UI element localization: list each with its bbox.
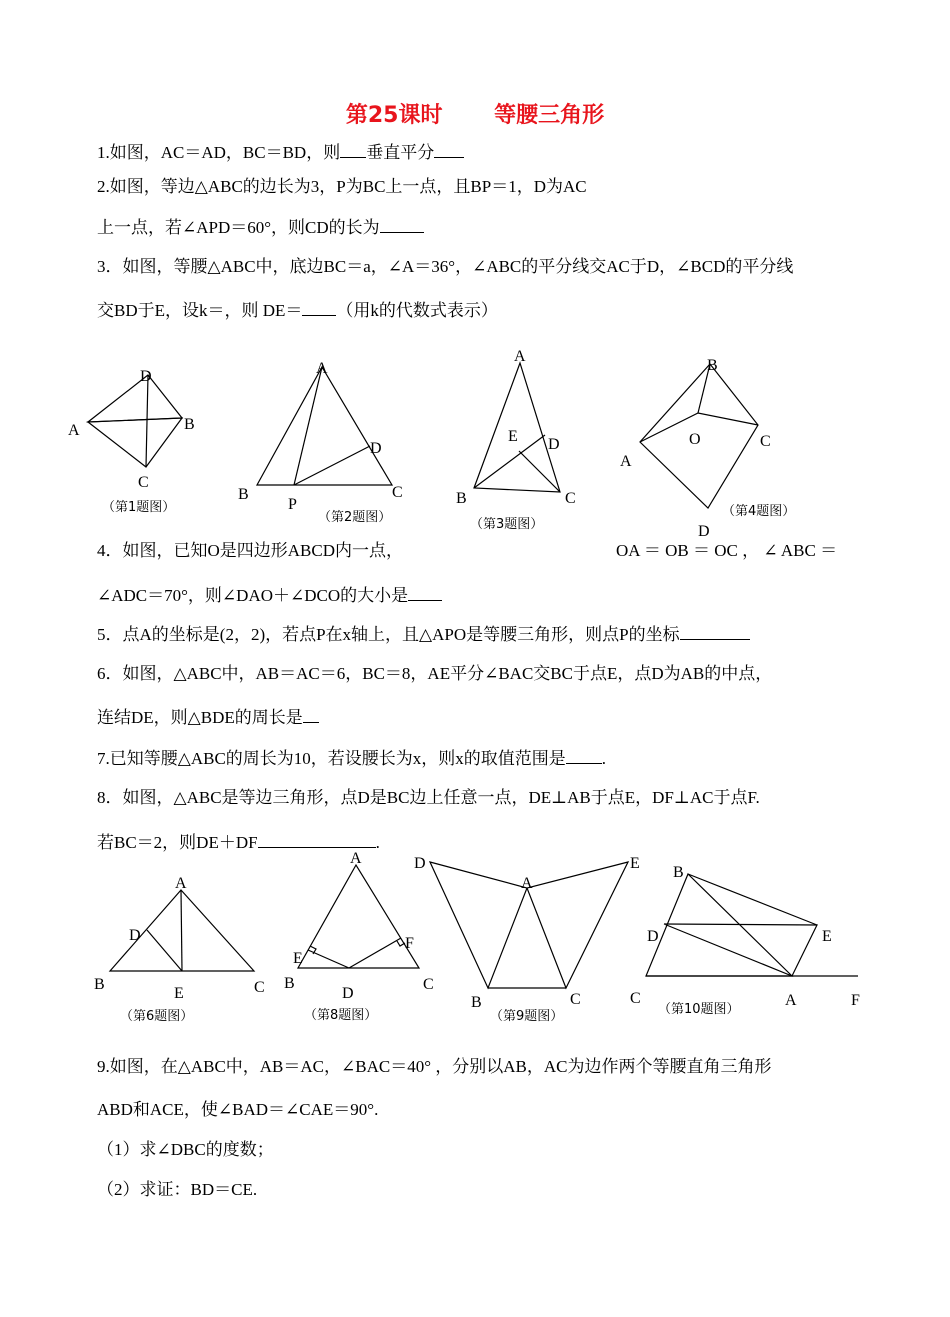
fig8-triangle [298,865,419,968]
answer-blank [340,142,366,158]
question-3-line2: 交BD于E，设k＝，则 DE＝ （用k的代数式表示） [97,301,498,320]
question-2-line1: 2.如图，等边△ABC的边长为3，P为BC上一点，且BP＝1，D为AC [97,177,587,196]
fig9-label-D: D [414,855,426,872]
lesson-topic: 等腰三角形 [494,103,605,128]
question-5: 5．点A的坐标是(2，2)，若点P在x轴上，且△APO是等腰三角形，则点P的坐标 [97,624,750,645]
fig2-label-B: B [238,486,249,503]
lesson-number: 第25课时 [345,103,443,128]
fig10-label-D: D [647,928,659,945]
question-9-line1: 9.如图，在△ABC中，AB＝AC，∠BAC＝40° ，分别以AB，AC为边作两个等腰直角三角形 [97,1057,772,1076]
question-8-line2: 若BC＝2，则DE＋DF . [97,833,380,852]
fig9-label-E: E [630,855,640,872]
figure-2 [232,355,422,530]
answer-blank [303,707,319,723]
figure-1 [60,360,210,520]
fig8-segment-DF [349,938,401,968]
fig4-label-A: A [620,453,632,470]
fig4-label-D: D [698,523,710,540]
fig3-label-A: A [514,348,526,365]
fig6-label-E: E [174,985,184,1002]
figure-4 [610,350,840,545]
answer-blank [680,624,750,640]
fig8-label-C: C [423,976,434,993]
figure-10 [620,858,870,1018]
fig3-caption: （第3题图） [470,517,544,532]
fig10-caption: （第10题图） [658,1002,740,1017]
fig2-label-A: A [316,360,328,377]
question-1: 1.如图，AC＝AD，BC＝BD，则 垂直平分 [97,142,464,163]
question-7: 7.已知等腰△ABC的周长为10，若设腰长为x，则x的取值范围是 . [97,749,607,768]
question-9-part1: （1）求∠DBC的度数； [97,1140,274,1159]
fig8-label-D: D [342,985,354,1002]
fig6-label-D: D [129,927,141,944]
fig3-label-E: E [508,428,518,445]
fig6-label-A: A [175,875,187,892]
fig2-caption: （第2题图） [318,510,392,525]
fig2-segment-AP [294,367,322,485]
fig2-label-C: C [392,484,403,501]
fig9-caption: （第9题图） [490,1009,564,1024]
question-6-line2: 连结DE，则△BDE的周长是 [97,707,319,728]
fig6-label-B: B [94,976,105,993]
fig9-label-B: B [471,994,482,1011]
answer-blank [302,300,336,316]
question-9-part2: （2）求证：BD＝CE. [97,1180,258,1199]
question-4-line1: 4．如图，已知O是四边形ABCD内一点， [97,541,404,560]
fig2-label-D: D [370,440,382,457]
fig9-triangle-ACE [527,862,628,988]
answer-blank [434,142,464,158]
fig9-label-C: C [570,991,581,1008]
question-6-line1: 6．如图，△ABC中，AB＝AC＝6，BC＝8，AE平分∠BAC交BC于点E，点D为AB的中点， [97,664,773,683]
fig9-label-A: A [521,875,533,892]
answer-blank [408,585,442,601]
fig8-right-angle-F [397,941,405,946]
fig1-label-D: D [140,368,152,385]
answer-blank [566,748,602,764]
question-9-line2: ABD和ACE，使∠BAD＝∠CAE＝90°. [97,1100,379,1119]
fig2-segment-PD [294,446,370,485]
fig8-label-B: B [284,975,295,992]
fig10-segment-BE [688,874,817,925]
page-title [0,98,950,129]
fig4-label-C: C [760,433,771,450]
fig6-segment-DE [147,930,182,971]
fig1-diagonal [146,375,148,467]
question-2-line2: 上一点，若∠APD＝60°，则CD的长为 [97,217,424,238]
fig2-label-P: P [288,496,297,513]
fig6-bisector-AE [181,890,182,971]
fig1-label-A: A [68,422,80,439]
fig6-label-C: C [254,979,265,996]
question-3-line1: 3．如图，等腰△ABC中，底边BC＝a，∠A＝36°，∠ABC的平分线交AC于D，∠BCD的平分线 [97,257,794,276]
figure-9 [410,848,650,1028]
fig8-caption: （第8题图） [304,1008,378,1023]
fig10-label-A: A [785,992,797,1009]
answer-blank [258,832,376,848]
fig4-label-B: B [707,357,718,374]
fig8-label-E: E [293,950,303,967]
fig10-segments-DE-EA-AD [664,924,817,976]
fig10-label-E: E [822,928,832,945]
fig1-label-B: B [184,416,195,433]
fig3-label-C: C [565,490,576,507]
fig8-label-F: F [405,935,414,952]
fig3-label-B: B [456,490,467,507]
fig4-caption: （第4题图） [722,504,796,519]
fig1-triangle-bottom [88,418,182,467]
question-4-line2: ∠ADC＝70°，则∠DAO＋∠DCO的大小是 [97,585,442,606]
fig1-caption: （第1题图） [102,500,176,515]
fig8-label-A: A [350,850,362,867]
fig3-label-D: D [548,436,560,453]
fig1-label-C: C [138,474,149,491]
fig10-label-F: F [851,992,860,1009]
fig9-triangle-ABD [430,862,527,988]
fig10-label-C: C [630,990,641,1007]
fig2-triangle [257,367,392,485]
fig1-triangle-top [88,375,182,422]
fig6-caption: （第6题图） [120,1009,194,1024]
question-4-line1-end: OA ＝ OB ＝ OC ， ∠ ABC ＝ [616,541,838,560]
figure-6 [92,870,282,1030]
question-8-line1: 8．如图，△ABC是等边三角形，点D是BC边上任意一点，DE⊥AB于点E，DF⊥AC于点F. [97,788,760,807]
fig4-label-O: O [689,431,701,448]
answer-blank [380,217,424,233]
fig10-label-B: B [673,864,684,881]
figure-3 [450,345,590,535]
